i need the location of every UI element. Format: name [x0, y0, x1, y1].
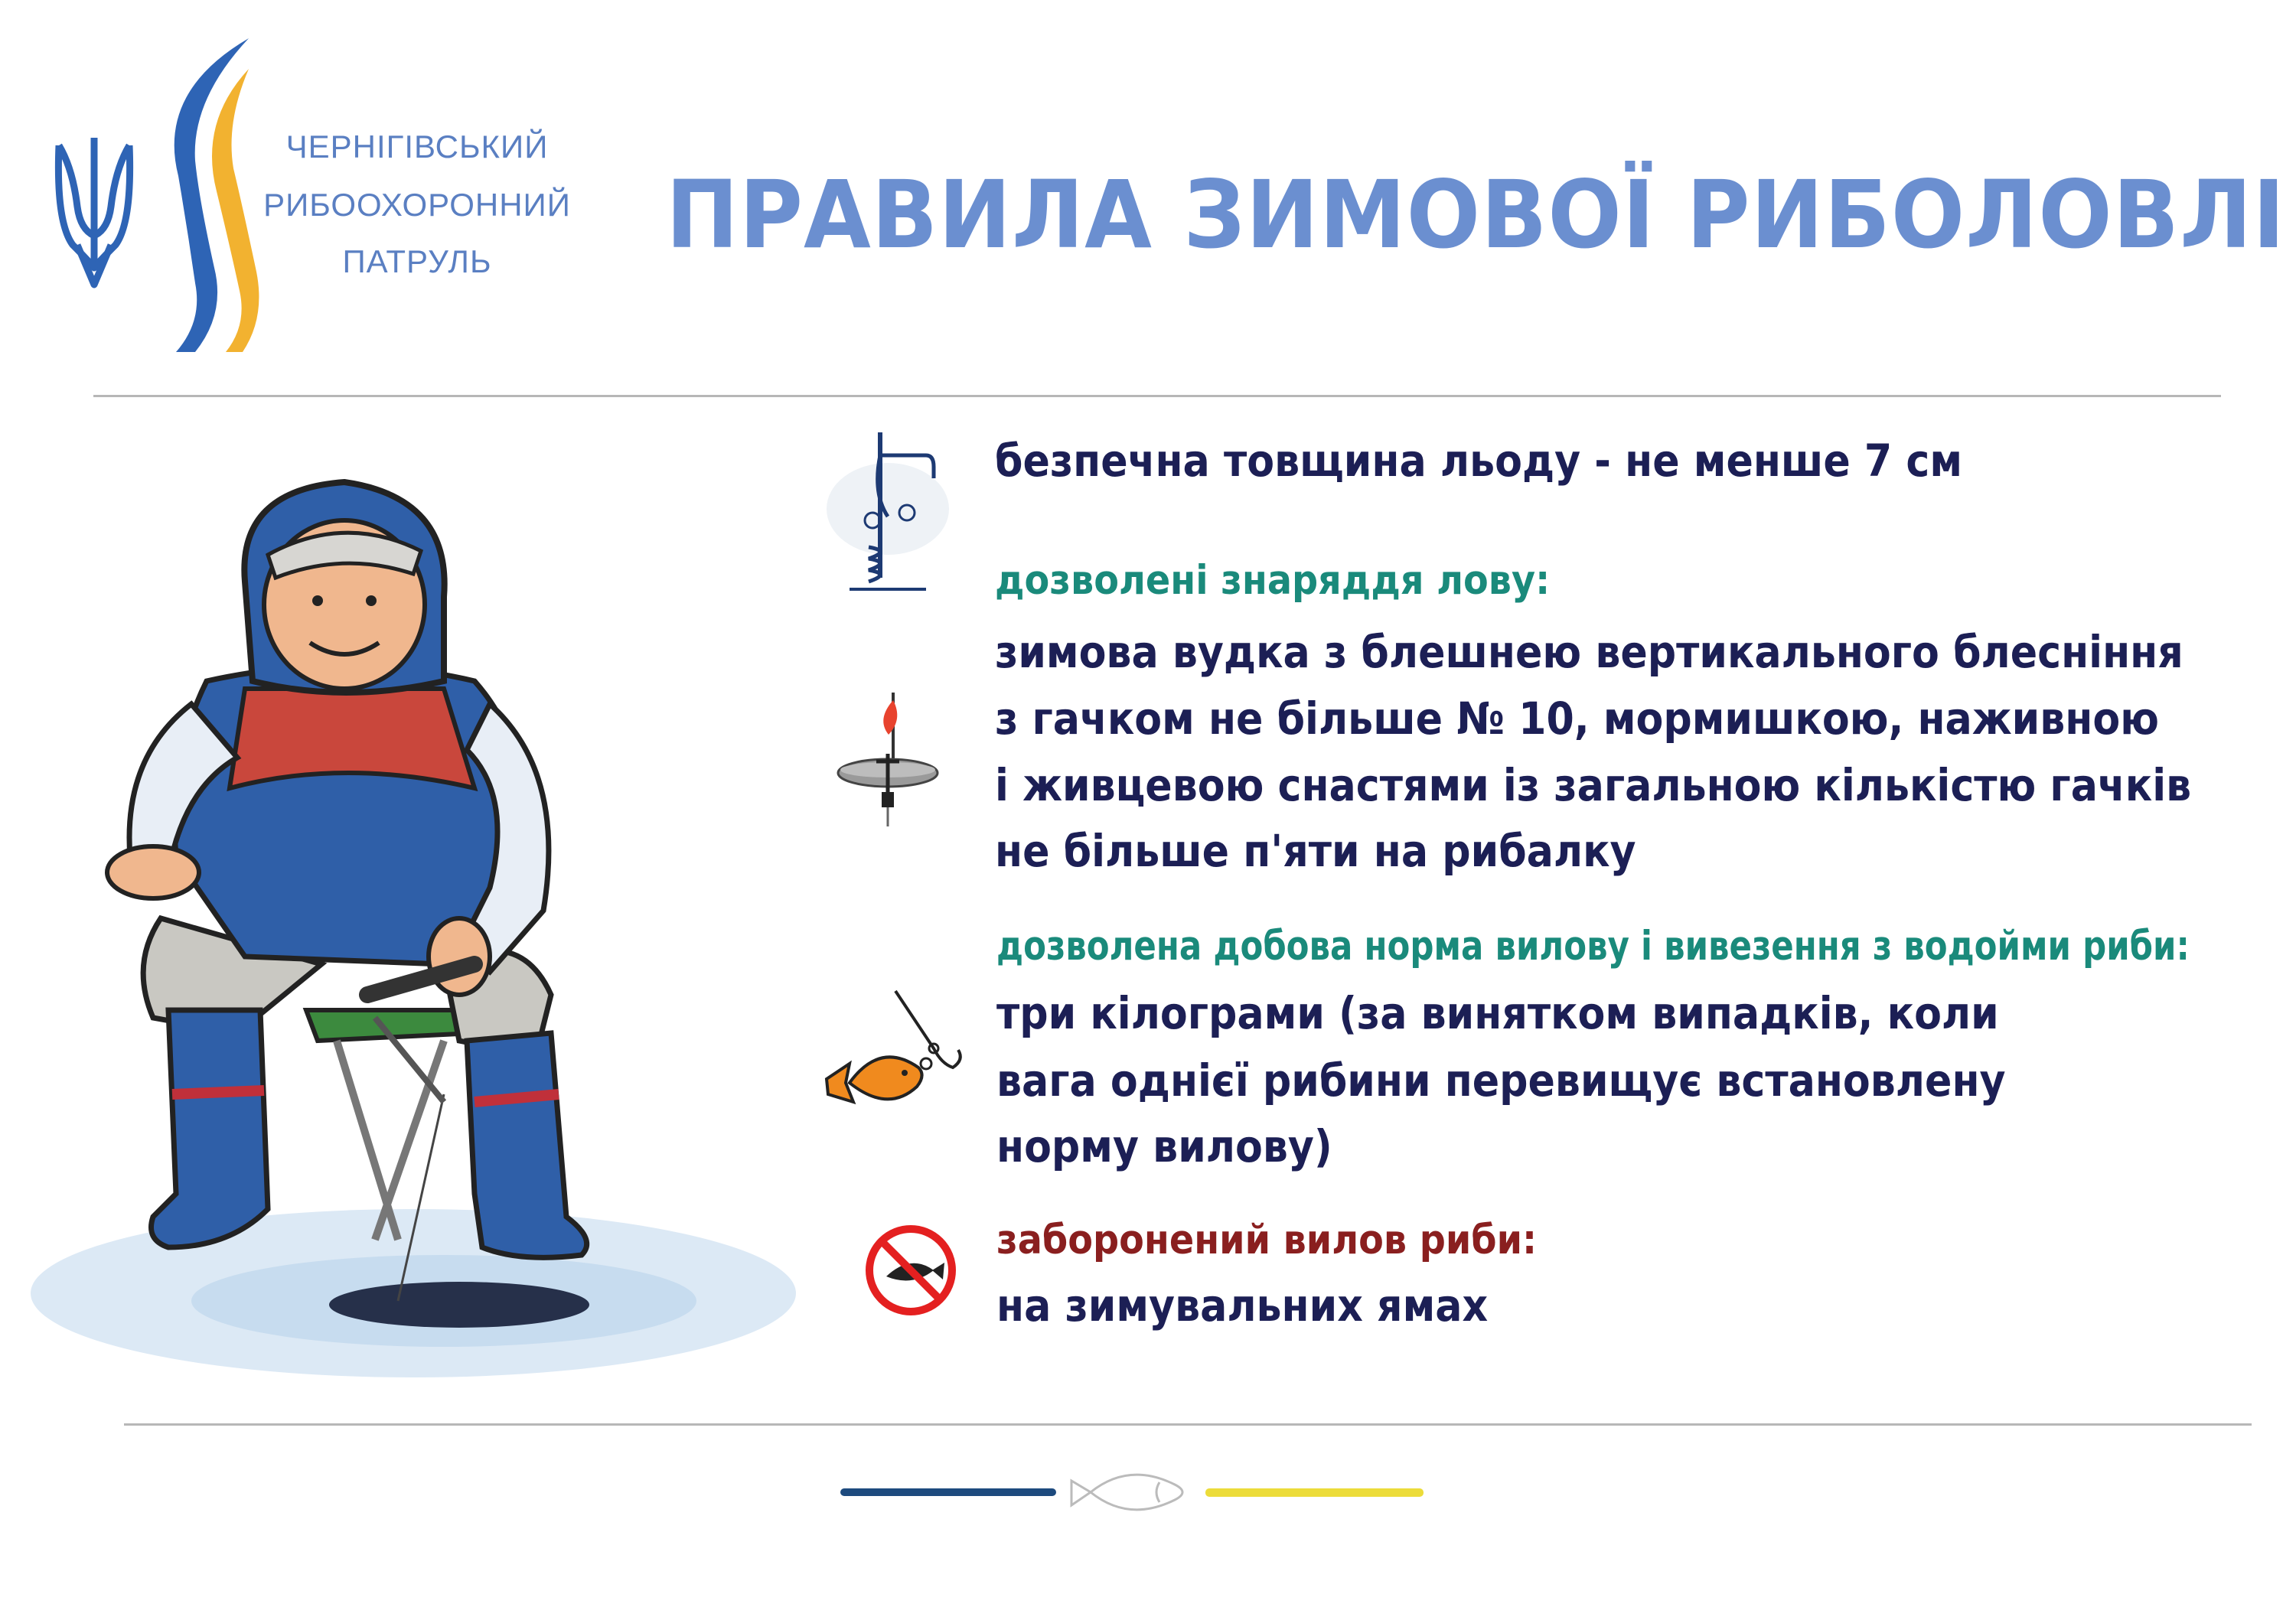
norm-heading: дозволена добова норма вилову і вивезення з водойми риби:	[996, 923, 2190, 970]
gear-line-3: і живцевою снастями із загальною кількістю гачків	[995, 759, 2192, 811]
gear-line-1: зимова вудка з блешнею вертикального блесніння	[995, 626, 2183, 678]
fish-hook-icon	[819, 987, 980, 1117]
tip-up-icon	[830, 677, 945, 838]
rule-ice-thickness: безпечна товщина льоду - не менше 7 см	[995, 435, 1963, 487]
no-fishing-icon	[865, 1224, 957, 1316]
ban-line-1: на зимувальних ямах	[996, 1279, 1489, 1332]
norm-line-3: норму вилову)	[996, 1120, 1332, 1172]
gear-line-4: не більше п'яти на рибалку	[995, 825, 1636, 877]
ban-heading: заборонений вилов риби:	[996, 1217, 1538, 1263]
org-name-line-3: ПАТРУЛЬ	[342, 243, 492, 279]
gear-line-2: з гачком не більше № 10, мормишкою, наживною	[995, 693, 2159, 745]
org-name-line-1: ЧЕРНІГІВСЬКИЙ	[285, 129, 549, 165]
footer-blue-bar	[840, 1488, 1056, 1496]
trident-icon	[58, 138, 129, 285]
logo	[42, 38, 272, 352]
norm-line-2: вага однієї рибини перевищує встановлену	[996, 1054, 2006, 1107]
page-title: ПРАВИЛА ЗИМОВОЇ РИБОЛОВЛІ	[666, 161, 2286, 269]
fisherman-illustration	[15, 429, 827, 1393]
footer-yellow-bar	[1205, 1488, 1424, 1497]
divider-bottom	[124, 1423, 2252, 1426]
org-name-line-2: РИБООХОРОННИЙ	[263, 187, 571, 223]
ice-auger-icon	[819, 425, 957, 601]
norm-line-1: три кілограми (за винятком випадків, коли	[996, 987, 1999, 1039]
divider-top	[93, 395, 2221, 397]
gear-heading: дозволені знаряддя лову:	[995, 557, 1551, 604]
fish-outline-icon	[1068, 1465, 1194, 1519]
